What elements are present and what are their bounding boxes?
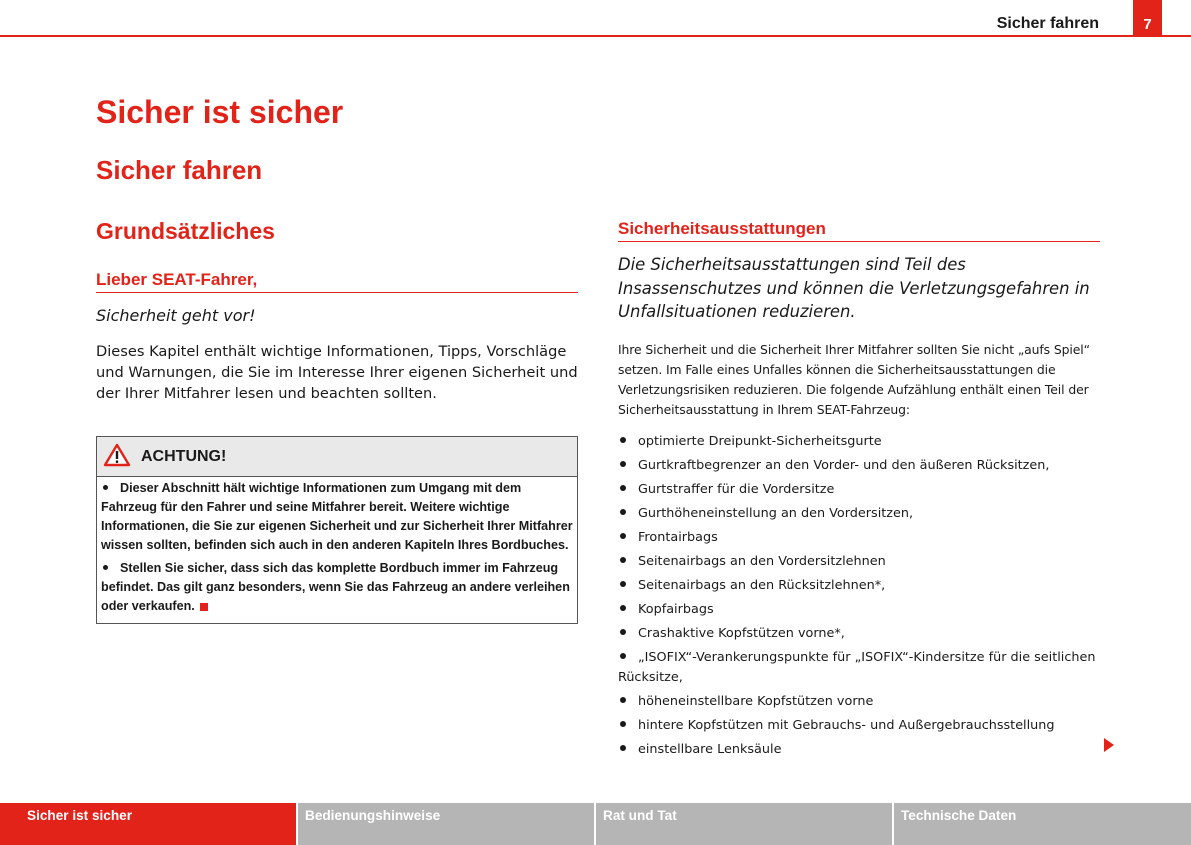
- list-item: „ISOFIX“-Verankerungspunkte für „ISOFIX“-Kindersitze für die seitlichen Rücksitze,: [618, 649, 1096, 685]
- section-title: Sicher fahren: [96, 155, 263, 185]
- list-item: Crashaktive Kopfstützen vorne*,: [618, 624, 1100, 644]
- page-number-badge: [1133, 0, 1162, 36]
- chapter-title: Sicher ist sicher: [96, 94, 344, 130]
- bullet-icon: [103, 485, 108, 490]
- left-lead: Sicherheit geht vor!: [96, 306, 256, 325]
- warning-box: [96, 436, 578, 624]
- list-item: hintere Kopfstützen mit Gebrauchs- und Außergebrauchsstellung: [618, 716, 1100, 736]
- page-number: 7: [1143, 16, 1152, 33]
- tab-technische-daten[interactable]: Technische Daten: [894, 803, 1191, 845]
- bullet-icon: [620, 721, 626, 727]
- warning-triangle-icon: [103, 443, 131, 471]
- bullet-icon: [620, 581, 626, 587]
- list-item: Gurtkraftbegrenzer an den Vorder- und den äußeren Rücksitzen,: [618, 456, 1100, 476]
- section-end-icon: [200, 603, 208, 611]
- bullet-icon: [620, 485, 626, 491]
- left-body: Dieses Kapitel enthält wichtige Informationen, Tipps, Vorschläge und Warnungen, die Sie im Interesse Ihrer eigenen Sicherheit und der Ihrer Mitfahrer lesen und beachten sollten.: [96, 343, 578, 402]
- left-subheading: Lieber SEAT-Fahrer,: [96, 270, 578, 293]
- left-column: [96, 218, 578, 624]
- header-rule: [0, 35, 1191, 37]
- bullet-icon: [620, 461, 626, 467]
- list-item: Seitenairbags an den Vordersitzlehnen: [618, 552, 1100, 572]
- running-header-title: Sicher fahren: [996, 15, 1099, 32]
- bullet-icon: [620, 629, 626, 635]
- right-column: [618, 219, 1100, 764]
- continue-arrow-icon[interactable]: [1104, 738, 1114, 752]
- bullet-icon: [620, 697, 626, 703]
- warning-header: [97, 437, 577, 477]
- bullet-icon: [620, 653, 626, 659]
- right-lead: Die Sicherheitsausstattungen sind Teil des Insassenschutzes und können die Verletzungsgefahren in Unfallsituationen reduzieren.: [618, 255, 1090, 321]
- tab-sicher-ist-sicher[interactable]: Sicher ist sicher: [0, 803, 298, 845]
- equipment-list: [618, 432, 1100, 760]
- warning-title: ACHTUNG!: [141, 447, 227, 465]
- warning-item: Dieser Abschnitt hält wichtige Informationen zum Umgang mit dem Fahrzeug für den Fahrer und seine Mitfahrer bereit. Weitere wichtige Informationen, die Sie zur eigenen Sicherheit und zur Sicherheit Ihrer Mitfahrer wissen sollten, befinden sich auch in den anderen Kapiteln Ihres Bordbuches.: [101, 481, 573, 552]
- warning-body: [97, 477, 577, 623]
- left-heading: Grundsätzliches: [96, 218, 275, 244]
- list-item: Gurthöheneinstellung an den Vordersitzen,: [618, 504, 1100, 524]
- bullet-icon: [620, 605, 626, 611]
- list-item: Kopfairbags: [618, 600, 1100, 620]
- right-heading: Sicherheitsausstattungen: [618, 219, 1100, 242]
- list-item: höheneinstellbare Kopfstützen vorne: [618, 692, 1100, 712]
- footer-nav: [0, 803, 1191, 845]
- bullet-icon: [620, 533, 626, 539]
- bullet-icon: [620, 745, 626, 751]
- bullet-icon: [620, 509, 626, 515]
- list-item: Frontairbags: [618, 528, 1100, 548]
- list-item: Gurtstraffer für die Vordersitze: [618, 480, 1100, 500]
- tab-rat-und-tat[interactable]: Rat und Tat: [596, 803, 894, 845]
- list-item: optimierte Dreipunkt-Sicherheitsgurte: [618, 432, 1100, 452]
- warning-item: Stellen Sie sicher, dass sich das komplette Bordbuch immer im Fahrzeug befindet. Das gilt ganz besonders, wenn Sie das Fahrzeug an andere verleihen oder verkaufen.: [101, 561, 570, 613]
- right-body: Ihre Sicherheit und die Sicherheit Ihrer Mitfahrer sollten Sie nicht „aufs Spiel“ setzen. Im Falle eines Unfalles können die Sicherheitsausstattungen die Verletzungsrisiken reduzieren. Die folgende Aufzählung enthält einen Teil der Sicherheitsausstattung in Ihrem SEAT-Fahrzeug:: [618, 341, 1090, 417]
- bullet-icon: [103, 565, 108, 570]
- tab-bedienungshinweise[interactable]: Bedienungshinweise: [298, 803, 596, 845]
- list-item: Seitenairbags an den Rücksitzlehnen*,: [618, 576, 1100, 596]
- list-item: einstellbare Lenksäule: [618, 740, 1100, 760]
- bullet-icon: [620, 437, 626, 443]
- bullet-icon: [620, 557, 626, 563]
